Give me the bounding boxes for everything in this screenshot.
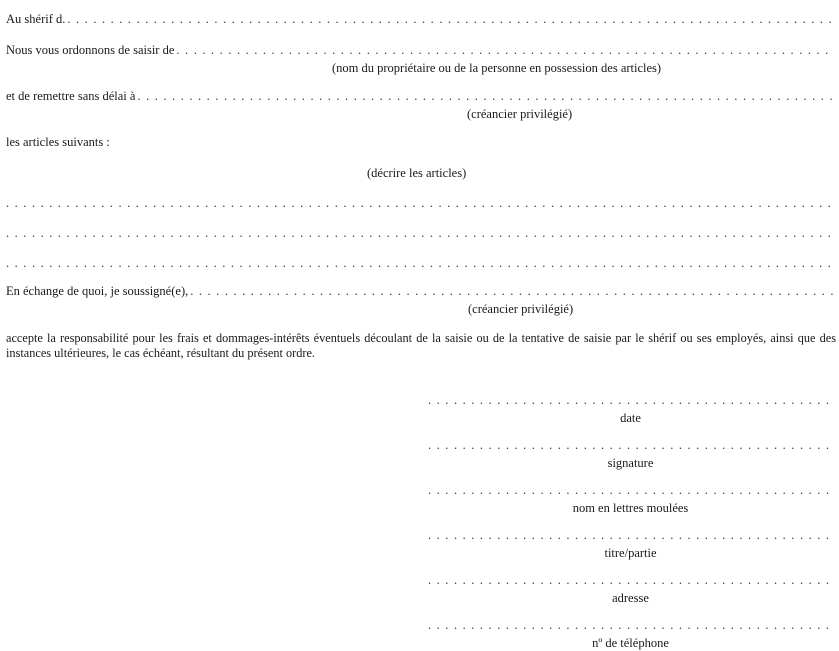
phone-fill-line[interactable] bbox=[428, 617, 833, 633]
creditor-caption: (créancier privilégié) bbox=[467, 107, 573, 121]
phone-label: nº de téléphone bbox=[592, 636, 669, 650]
deliver-to-line bbox=[6, 88, 833, 104]
date-field[interactable] bbox=[428, 392, 833, 426]
title-fill-line[interactable] bbox=[428, 527, 833, 543]
articles-intro: les articles suivants : bbox=[6, 135, 110, 149]
seize-from-label: Nous vous ordonnons de saisir de bbox=[6, 43, 175, 57]
article-fill-line-2[interactable] bbox=[6, 225, 833, 241]
owner-caption: (nom du propriétaire ou de la personne en possession des articles) bbox=[332, 61, 662, 75]
article-line-3[interactable] bbox=[6, 255, 833, 271]
signature-field[interactable] bbox=[428, 437, 833, 471]
exchange-line bbox=[6, 283, 833, 299]
deliver-to-fill-line[interactable] bbox=[137, 88, 833, 104]
address-label: adresse bbox=[612, 591, 649, 605]
signature-label: signature bbox=[607, 456, 654, 470]
sheriff-fill-line[interactable] bbox=[67, 11, 833, 27]
date-label: date bbox=[620, 411, 641, 425]
deliver-to-label: et de remettre sans délai à bbox=[6, 89, 136, 103]
printed-name-fill-line[interactable] bbox=[428, 482, 833, 498]
seize-from-fill-line[interactable] bbox=[176, 42, 833, 58]
article-fill-line-1[interactable] bbox=[6, 195, 833, 211]
exchange-caption: (créancier privilégié) bbox=[468, 302, 574, 316]
printed-name-field[interactable] bbox=[428, 482, 833, 516]
date-fill-line[interactable] bbox=[428, 392, 833, 408]
articles-caption: (décrire les articles) bbox=[367, 166, 467, 180]
title-field[interactable] bbox=[428, 527, 833, 561]
address-field[interactable] bbox=[428, 572, 833, 606]
sheriff-label: Au shérif d. bbox=[6, 12, 66, 26]
exchange-label: En échange de quoi, je soussigné(e), bbox=[6, 284, 189, 298]
seize-from-line bbox=[6, 42, 833, 58]
exchange-fill-line[interactable] bbox=[190, 283, 833, 299]
title-label: titre/partie bbox=[604, 546, 657, 560]
address-fill-line[interactable] bbox=[428, 572, 833, 588]
article-fill-line-3[interactable] bbox=[6, 255, 833, 271]
article-line-2[interactable] bbox=[6, 225, 833, 241]
article-line-1[interactable] bbox=[6, 195, 833, 211]
printed-name-label: nom en lettres moulées bbox=[572, 501, 689, 515]
signature-fill-line[interactable] bbox=[428, 437, 833, 453]
responsibility-paragraph: accepte la responsabilité pour les frais et dommages-intérêts éventuels découlant de la saisie ou de la tentative de saisie par le shérif ou ses employés, ainsi que des instances ultérieures, le cas échéant, résultant du présent ordre. bbox=[6, 331, 836, 360]
sheriff-line bbox=[6, 11, 833, 27]
